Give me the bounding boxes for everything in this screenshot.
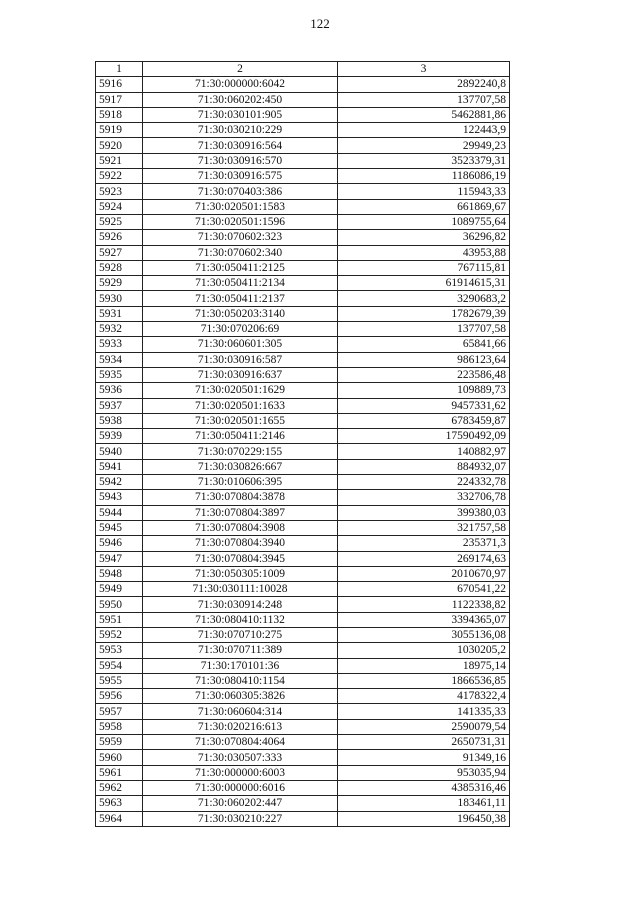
cadastral-number: 71:30:030916:637 (143, 367, 338, 382)
row-number: 5943 (96, 490, 143, 505)
row-number: 5917 (96, 92, 143, 107)
cadastral-number: 71:30:030916:575 (143, 169, 338, 184)
cadastral-value: 986123,64 (338, 352, 510, 367)
cadastral-value: 1782679,39 (338, 306, 510, 321)
row-number: 5933 (96, 337, 143, 352)
table-row (96, 673, 510, 688)
cadastral-number: 71:30:030507:333 (143, 750, 338, 765)
cadastral-number: 71:30:050305:1009 (143, 566, 338, 581)
cadastral-value: 137707,58 (338, 92, 510, 107)
table-row (96, 214, 510, 229)
cadastral-value-table (95, 61, 510, 827)
cadastral-number: 71:30:060604:314 (143, 704, 338, 719)
table-row (96, 490, 510, 505)
cadastral-value: 196450,38 (338, 811, 510, 826)
cadastral-value: 670541,22 (338, 582, 510, 597)
table-row (96, 689, 510, 704)
table-row (96, 520, 510, 535)
table-row (96, 184, 510, 199)
cadastral-value: 140882,97 (338, 444, 510, 459)
cadastral-value: 1122338,82 (338, 597, 510, 612)
row-number: 5929 (96, 276, 143, 291)
cadastral-number: 71:30:050411:2146 (143, 429, 338, 444)
cadastral-number: 71:30:020501:1655 (143, 413, 338, 428)
cadastral-value: 18975,14 (338, 658, 510, 673)
row-number: 5957 (96, 704, 143, 719)
cadastral-number: 71:30:030210:229 (143, 123, 338, 138)
cadastral-value: 5462881,86 (338, 107, 510, 122)
table-row (96, 704, 510, 719)
row-number: 5953 (96, 643, 143, 658)
row-number: 5916 (96, 77, 143, 92)
cadastral-number: 71:30:080410:1132 (143, 612, 338, 627)
cadastral-number: 71:30:020216:613 (143, 719, 338, 734)
row-number: 5935 (96, 367, 143, 382)
table-row (96, 245, 510, 260)
cadastral-number: 71:30:070403:386 (143, 184, 338, 199)
row-number: 5919 (96, 123, 143, 138)
table-row (96, 566, 510, 581)
cadastral-number: 71:30:030101:905 (143, 107, 338, 122)
row-number: 5930 (96, 291, 143, 306)
row-number: 5936 (96, 383, 143, 398)
table-row (96, 536, 510, 551)
cadastral-number: 71:30:000000:6042 (143, 77, 338, 92)
row-number: 5946 (96, 536, 143, 551)
row-number: 5924 (96, 199, 143, 214)
row-number: 5939 (96, 429, 143, 444)
cadastral-number: 71:30:070711:389 (143, 643, 338, 658)
cadastral-value: 2892240,8 (338, 77, 510, 92)
table-row (96, 735, 510, 750)
row-number: 5931 (96, 306, 143, 321)
cadastral-number: 71:30:060202:447 (143, 796, 338, 811)
cadastral-number: 71:30:000000:6016 (143, 780, 338, 795)
cadastral-number: 71:30:030111:10028 (143, 582, 338, 597)
row-number: 5954 (96, 658, 143, 673)
row-number: 5961 (96, 765, 143, 780)
table-row (96, 612, 510, 627)
cadastral-value: 3290683,2 (338, 291, 510, 306)
cadastral-number: 71:30:050411:2134 (143, 276, 338, 291)
cadastral-value: 2590079,54 (338, 719, 510, 734)
cadastral-number: 71:30:050411:2137 (143, 291, 338, 306)
cadastral-number: 71:30:020501:1596 (143, 214, 338, 229)
table-row (96, 260, 510, 275)
cadastral-number: 71:30:020501:1633 (143, 398, 338, 413)
table-row (96, 627, 510, 642)
table-row (96, 77, 510, 92)
table-row (96, 444, 510, 459)
table-row (96, 551, 510, 566)
table-row (96, 92, 510, 107)
row-number: 5925 (96, 214, 143, 229)
cadastral-value: 1089755,64 (338, 214, 510, 229)
cadastral-value: 137707,58 (338, 322, 510, 337)
cadastral-number: 71:30:030914:248 (143, 597, 338, 612)
row-number: 5928 (96, 260, 143, 275)
row-number: 5920 (96, 138, 143, 153)
cadastral-value: 141335,33 (338, 704, 510, 719)
cadastral-value: 65841,66 (338, 337, 510, 352)
cadastral-value: 2650731,31 (338, 735, 510, 750)
cadastral-number: 71:30:060601:305 (143, 337, 338, 352)
row-number: 5921 (96, 153, 143, 168)
cadastral-value: 953035,94 (338, 765, 510, 780)
row-number: 5959 (96, 735, 143, 750)
column-header-3: 3 (338, 62, 510, 77)
cadastral-value: 9457331,62 (338, 398, 510, 413)
cadastral-value: 884932,07 (338, 459, 510, 474)
cadastral-number: 71:30:170101:36 (143, 658, 338, 673)
cadastral-value: 399380,03 (338, 505, 510, 520)
table-row (96, 750, 510, 765)
row-number: 5948 (96, 566, 143, 581)
row-number: 5932 (96, 322, 143, 337)
table-row (96, 337, 510, 352)
cadastral-number: 71:30:030210:227 (143, 811, 338, 826)
cadastral-value: 115943,33 (338, 184, 510, 199)
cadastral-value: 183461,11 (338, 796, 510, 811)
row-number: 5937 (96, 398, 143, 413)
table-row (96, 413, 510, 428)
row-number: 5962 (96, 780, 143, 795)
table-row (96, 367, 510, 382)
cadastral-value: 43953,88 (338, 245, 510, 260)
cadastral-value: 1030205,2 (338, 643, 510, 658)
row-number: 5941 (96, 459, 143, 474)
table-row (96, 169, 510, 184)
cadastral-value: 3523379,31 (338, 153, 510, 168)
table-row (96, 597, 510, 612)
cadastral-value: 235371,3 (338, 536, 510, 551)
cadastral-value: 91349,16 (338, 750, 510, 765)
cadastral-value: 1186086,19 (338, 169, 510, 184)
row-number: 5956 (96, 689, 143, 704)
row-number: 5942 (96, 475, 143, 490)
table-row (96, 138, 510, 153)
cadastral-number: 71:30:030916:587 (143, 352, 338, 367)
page-number: 122 (310, 16, 330, 31)
column-header-1: 1 (96, 62, 143, 77)
cadastral-value: 332706,78 (338, 490, 510, 505)
cadastral-number: 71:30:000000:6003 (143, 765, 338, 780)
cadastral-value: 109889,73 (338, 383, 510, 398)
cadastral-value: 29949,23 (338, 138, 510, 153)
table-row (96, 199, 510, 214)
cadastral-number: 71:30:020501:1629 (143, 383, 338, 398)
table-row (96, 765, 510, 780)
cadastral-number: 71:30:070804:4064 (143, 735, 338, 750)
row-number: 5945 (96, 520, 143, 535)
cadastral-value: 223586,48 (338, 367, 510, 382)
table-row (96, 505, 510, 520)
row-number: 5951 (96, 612, 143, 627)
row-number: 5938 (96, 413, 143, 428)
cadastral-number: 71:30:010606:395 (143, 475, 338, 490)
cadastral-value: 269174,63 (338, 551, 510, 566)
cadastral-value: 17590492,09 (338, 429, 510, 444)
row-number: 5947 (96, 551, 143, 566)
cadastral-value: 224332,78 (338, 475, 510, 490)
table-row (96, 811, 510, 826)
table-row (96, 306, 510, 321)
table-row (96, 475, 510, 490)
table-row (96, 780, 510, 795)
table-row (96, 719, 510, 734)
table-row (96, 276, 510, 291)
cadastral-value: 6783459,87 (338, 413, 510, 428)
cadastral-value: 3055136,08 (338, 627, 510, 642)
cadastral-value: 122443,9 (338, 123, 510, 138)
cadastral-value: 61914615,31 (338, 276, 510, 291)
cadastral-number: 71:30:060305:3826 (143, 689, 338, 704)
cadastral-number: 71:30:020501:1583 (143, 199, 338, 214)
cadastral-number: 71:30:070804:3940 (143, 536, 338, 551)
cadastral-number: 71:30:030916:570 (143, 153, 338, 168)
cadastral-number: 71:30:070206:69 (143, 322, 338, 337)
cadastral-number: 71:30:070804:3945 (143, 551, 338, 566)
table-row (96, 582, 510, 597)
cadastral-value: 661869,67 (338, 199, 510, 214)
cadastral-number: 71:30:060202:450 (143, 92, 338, 107)
cadastral-number: 71:30:050411:2125 (143, 260, 338, 275)
table-body (96, 77, 510, 827)
row-number: 5955 (96, 673, 143, 688)
row-number: 5927 (96, 245, 143, 260)
cadastral-value: 1866536,85 (338, 673, 510, 688)
cadastral-number: 71:30:080410:1154 (143, 673, 338, 688)
row-number: 5940 (96, 444, 143, 459)
table-row (96, 153, 510, 168)
cadastral-number: 71:30:030826:667 (143, 459, 338, 474)
table-row (96, 429, 510, 444)
table-row (96, 643, 510, 658)
row-number: 5960 (96, 750, 143, 765)
table-row (96, 123, 510, 138)
row-number: 5952 (96, 627, 143, 642)
table-row (96, 796, 510, 811)
table-row (96, 398, 510, 413)
table-row (96, 459, 510, 474)
table-row (96, 322, 510, 337)
row-number: 5963 (96, 796, 143, 811)
cadastral-value: 4385316,46 (338, 780, 510, 795)
table-row (96, 658, 510, 673)
cadastral-value: 767115,81 (338, 260, 510, 275)
table-row (96, 383, 510, 398)
cadastral-number: 71:30:070804:3897 (143, 505, 338, 520)
row-number: 5944 (96, 505, 143, 520)
row-number: 5923 (96, 184, 143, 199)
table-row (96, 230, 510, 245)
row-number: 5950 (96, 597, 143, 612)
cadastral-value: 321757,58 (338, 520, 510, 535)
cadastral-value: 36296,82 (338, 230, 510, 245)
table-row (96, 107, 510, 122)
column-header-2: 2 (143, 62, 338, 77)
table-row (96, 352, 510, 367)
row-number: 5949 (96, 582, 143, 597)
row-number: 5934 (96, 352, 143, 367)
row-number: 5958 (96, 719, 143, 734)
cadastral-number: 71:30:070804:3908 (143, 520, 338, 535)
cadastral-value: 3394365,07 (338, 612, 510, 627)
table-row (96, 291, 510, 306)
table-header-row (96, 62, 510, 77)
cadastral-number: 71:30:070602:340 (143, 245, 338, 260)
cadastral-number: 71:30:030916:564 (143, 138, 338, 153)
cadastral-number: 71:30:070229:155 (143, 444, 338, 459)
row-number: 5964 (96, 811, 143, 826)
cadastral-number: 71:30:070602:323 (143, 230, 338, 245)
cadastral-value: 4178322,4 (338, 689, 510, 704)
row-number: 5922 (96, 169, 143, 184)
row-number: 5918 (96, 107, 143, 122)
cadastral-number: 71:30:070710:275 (143, 627, 338, 642)
cadastral-number: 71:30:070804:3878 (143, 490, 338, 505)
row-number: 5926 (96, 230, 143, 245)
cadastral-value: 2010670,97 (338, 566, 510, 581)
cadastral-number: 71:30:050203:3140 (143, 306, 338, 321)
